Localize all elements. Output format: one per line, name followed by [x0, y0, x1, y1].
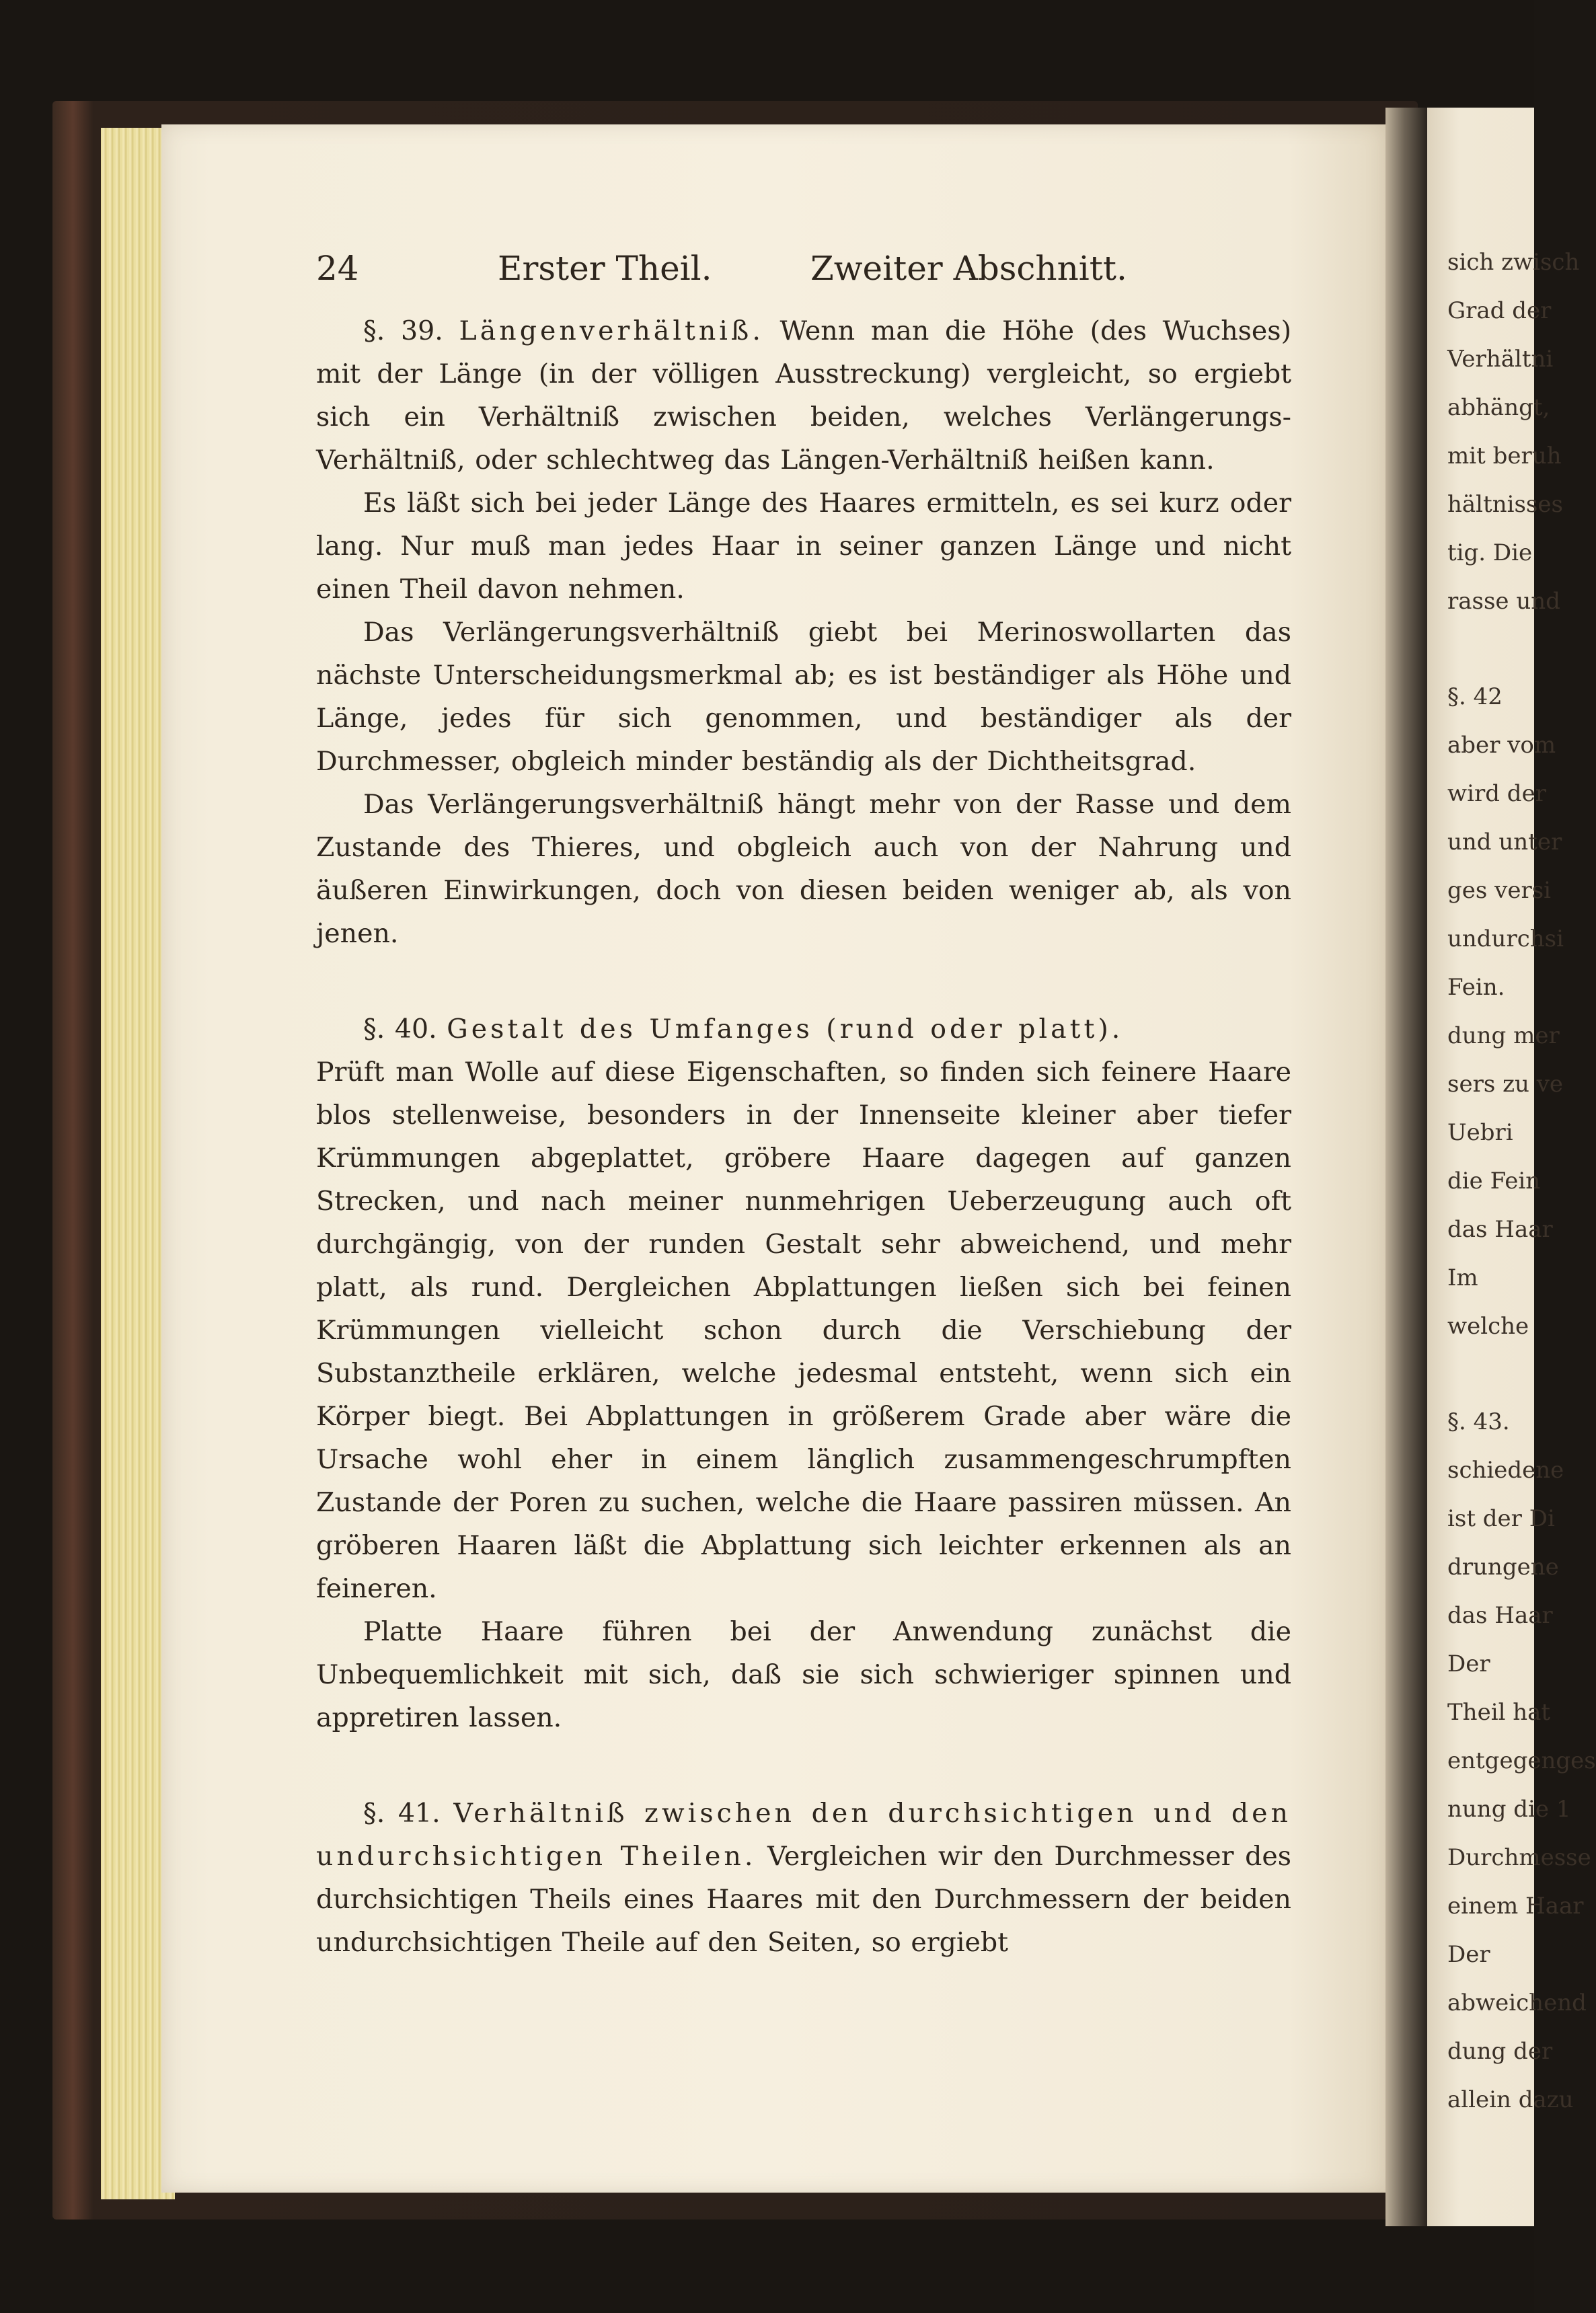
section-41-number: §. 41. [363, 1798, 441, 1829]
adjacent-page-line: allein dazu [1447, 2086, 1574, 2113]
section-41-text-1: Vergleichen wir den Durchmesser des durchsichtigen Theils eines Haares mit den Durchmessern der beiden undurchsichtigen Theile auf den Seiten, so ergiebt [316, 1841, 1291, 1958]
adjacent-page-line: Fein. [1447, 974, 1505, 1001]
adjacent-page-line: undurchsi [1447, 925, 1564, 952]
adjacent-page-line: §. 43. [1447, 1408, 1510, 1435]
adjacent-page-line: welche [1447, 1313, 1529, 1340]
adjacent-page-line: entgegenges [1447, 1747, 1596, 1774]
section-41-paragraph-1 [316, 1792, 1291, 1964]
section-39-text-1: Wenn man die Höhe (des Wuchses) mit der Länge (in der völligen Ausstreckung) vergleicht, so ergiebt sich ein Verhältniß zwischen beiden, welches Verlängerungs-Verhältniß, oder schlechtweg das Längen-Verhältniß heißen kann. [316, 315, 1291, 476]
adjacent-page-line: wird der [1447, 780, 1546, 807]
adjacent-page-line: rasse und [1447, 588, 1560, 615]
section-39-paragraph-4: Das Verlängerungsverhältniß hängt mehr von der Rasse und dem Zustande des Thieres, und obgleich auch von der Nahrung und äußeren Einwirkungen, doch von diesen beiden weniger ab, als von jenen. [316, 789, 1291, 949]
adjacent-page-line: das Haar [1447, 1216, 1553, 1243]
adjacent-page-line: die Fein [1447, 1168, 1541, 1195]
header-part: Erster Theil. [498, 249, 712, 288]
section-39-paragraph-1 [316, 309, 1291, 482]
adjacent-page-line: dung der [1447, 2038, 1553, 2065]
adjacent-page [1427, 108, 1596, 2226]
adjacent-page-line: einem Haar [1447, 1893, 1584, 1920]
section-gap [316, 955, 1291, 1008]
page-text [316, 249, 1291, 1964]
page-number: 24 [316, 249, 359, 288]
adjacent-page-line: §. 42 [1447, 683, 1503, 710]
adjacent-page-line: hältnisses [1447, 491, 1563, 518]
book-gutter [1385, 108, 1427, 2226]
section-40-title: Gestalt des Umfanges (rund oder platt). [447, 1014, 1124, 1045]
adjacent-page-line: nung die 1 [1447, 1796, 1571, 1823]
adjacent-page-line: Der [1447, 1941, 1490, 1968]
section-40-number: §. 40. [363, 1014, 437, 1045]
adjacent-page-line: abhängt, [1447, 394, 1550, 421]
adjacent-page-line: aber vom [1447, 732, 1556, 759]
adjacent-page-line: sich zwisch [1447, 249, 1580, 276]
adjacent-page-line: tig. Die [1447, 539, 1533, 566]
adjacent-page-line: schiedene [1447, 1457, 1564, 1484]
adjacent-page-line: ges versi [1447, 877, 1552, 904]
adjacent-page-line: dung mer [1447, 1022, 1560, 1049]
adjacent-page-line: Uebri [1447, 1119, 1513, 1146]
adjacent-page-line: Durchmesse [1447, 1844, 1591, 1871]
adjacent-page-line: das Haar [1447, 1602, 1553, 1629]
adjacent-page-line: Grad der [1447, 297, 1552, 324]
section-39-paragraph-3: Das Verlängerungsverhältniß giebt bei Merinoswollarten das nächste Unterscheidungsmerkmal ab; es ist beständiger als Höhe und Länge, jedes für sich genommen, und beständiger als der Durchmesser, obgleich minder beständig als der Dichtheitsgrad. [316, 617, 1291, 777]
section-41-title: Verhältniß zwischen den durchsichtigen und den undurchsichtigen Theilen. [316, 1798, 1291, 1872]
adjacent-page-line: mit beruh [1447, 443, 1562, 469]
section-40-heading [316, 1008, 1291, 1051]
adjacent-page-line: Verhältni [1447, 346, 1554, 373]
adjacent-page-line: drungene [1447, 1554, 1559, 1581]
adjacent-page-line: Im [1447, 1264, 1478, 1291]
adjacent-page-line: ist der Di [1447, 1505, 1555, 1532]
section-39-title: Längenverhältniß. [459, 315, 764, 346]
section-40-paragraph-2: Platte Haare führen bei der Anwendung zunächst die Unbequemlichkeit mit sich, daß sie sich schwieriger spinnen und appretiren lassen. [316, 1616, 1291, 1733]
section-39-paragraph-2: Es läßt sich bei jeder Länge des Haares ermitteln, es sei kurz oder lang. Nur muß man jedes Haar in seiner ganzen Länge und nicht einen Theil davon nehmen. [316, 488, 1291, 605]
section-gap [316, 1739, 1291, 1792]
header-section: Zweiter Abschnitt. [810, 249, 1127, 288]
adjacent-page-line: und unter [1447, 829, 1562, 856]
section-39-number: §. 39. [363, 315, 443, 346]
adjacent-page-line: Der [1447, 1651, 1490, 1677]
adjacent-page-line: sers zu ve [1447, 1071, 1564, 1098]
adjacent-page-line: abweichend [1447, 1989, 1587, 2016]
section-40-paragraph-1: Prüft man Wolle auf diese Eigenschaften, so finden sich feinere Haare blos stellenweise, besonders in der Innenseite kleiner aber tiefer Krümmungen abgeplattet, gröbere Haare dagegen auf ganzen Strecken, und nach meiner nunmehrigen Ueberzeugung auch oft durchgängig, von der runden Gestalt sehr abweichend, und mehr platt, als rund. Dergleichen Abplattungen ließen sich bei feinen Krümmungen vielleicht schon durch die Verschiebung der Substanztheile erklären, welche jedesmal entsteht, wenn sich ein Körper biegt. Bei Abplattungen in größerem Grade aber wäre die Ursache wohl eher in einem länglich zusammengeschrumpften Zustande der Poren zu suchen, welche die Haare passiren müssen. An gröberen Haaren läßt die Abplattung sich leichter erkennen als an feineren. [316, 1057, 1291, 1604]
running-header [316, 249, 1291, 309]
adjacent-page-line: Theil hat [1447, 1699, 1551, 1726]
